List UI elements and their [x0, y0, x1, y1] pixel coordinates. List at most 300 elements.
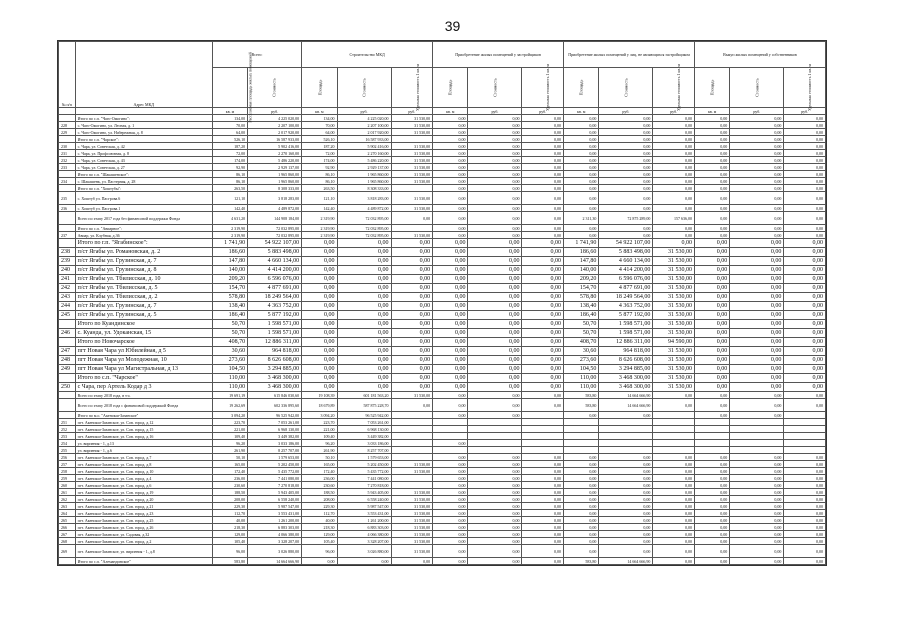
row-value: 7 053 261,00	[337, 419, 391, 426]
row-value: 0,00	[468, 275, 522, 284]
header-sub-area: Площадь	[564, 68, 599, 108]
row-value	[784, 447, 826, 454]
row-value: 18 249 564,00	[599, 293, 653, 302]
table-row	[59, 178, 826, 185]
row-value: 14 664 666,90	[599, 399, 653, 412]
row-value: 0,00	[599, 232, 653, 239]
row-value: 0,00	[784, 347, 826, 356]
row-value: 31 530,00	[391, 150, 433, 157]
row-value: 0,00	[730, 468, 784, 475]
row-value: 5 943 405,00	[248, 489, 302, 496]
row-value: 142,40	[212, 205, 247, 212]
row-number	[59, 212, 76, 225]
row-value: 0,00	[784, 248, 826, 257]
row-value: 4 225 020,00	[337, 115, 391, 122]
row-value: 0,00	[433, 150, 468, 157]
row-value: 72,00	[212, 150, 247, 157]
row-value: 0,00	[653, 122, 695, 129]
row-value: 186,40	[212, 311, 247, 320]
row-address: Итого по г.п. "Ягабинское":	[75, 239, 212, 248]
table-row	[59, 461, 826, 468]
row-value: 1 598 571,00	[599, 329, 653, 338]
row-number	[59, 392, 76, 399]
row-value: 50,70	[212, 329, 247, 338]
row-address: ул. вирпения - 1, д.13	[75, 440, 212, 447]
header-sub-cost: Стоимость	[468, 68, 522, 108]
row-value: 0,00	[468, 185, 522, 192]
row-value: 0,00	[599, 545, 653, 558]
row-value: 50,10	[212, 454, 247, 461]
row-value: 0,00	[468, 293, 522, 302]
row-value: 72 032 895,00	[248, 232, 302, 239]
row-value: 0,00	[522, 347, 564, 356]
row-value: 0,00	[564, 185, 599, 192]
row-value: 0,00	[468, 320, 522, 329]
row-value: 0,00	[653, 178, 695, 185]
row-value: 0,00	[653, 157, 695, 164]
row-value: 0,00	[337, 374, 391, 383]
row-value: 5 435 772,00	[337, 468, 391, 475]
row-value	[391, 440, 433, 447]
row-value: 31 530,00	[391, 178, 433, 185]
row-value: 1 965 860,00	[337, 171, 391, 178]
row-value: 0,00	[391, 320, 433, 329]
row-value: 0,00	[564, 129, 599, 136]
row-value	[599, 419, 653, 426]
row-value	[468, 433, 522, 440]
row-value: 0,00	[337, 275, 391, 284]
row-value: 0,00	[337, 383, 391, 392]
row-value: 154,70	[212, 284, 247, 293]
row-value: 0,00	[522, 531, 564, 538]
row-value: 0,00	[784, 284, 826, 293]
row-value: 165,00	[302, 461, 337, 468]
header-sub-unit-cost: Удельная стоимость 1 кв. м	[784, 68, 826, 108]
header-construction: Строительство МКД	[302, 42, 433, 68]
row-value: 0,00	[564, 171, 599, 178]
row-value: 3 449 382,00	[337, 433, 391, 440]
row-value: 0,00	[391, 284, 433, 293]
row-number: 243	[59, 293, 76, 302]
row-value: 0,00	[468, 205, 522, 212]
row-number	[59, 171, 76, 178]
row-value: 0,00	[433, 461, 468, 468]
row-value: 50,10	[302, 454, 337, 461]
row-value: 0,00	[784, 503, 826, 510]
row-value: 0,00	[433, 383, 468, 392]
row-address: п/ст Ягабы ул. Романовская, д. 2	[75, 248, 212, 257]
row-value: 31 530,00	[653, 302, 695, 311]
row-value: 31 530,00	[391, 489, 433, 496]
row-value: 0,00	[433, 510, 468, 517]
row-value: 0,00	[730, 275, 784, 284]
row-value: 0,00	[522, 374, 564, 383]
row-value: 236,00	[302, 475, 337, 482]
row-value: 0,00	[730, 266, 784, 275]
row-value: 218,30	[302, 524, 337, 531]
row-value: 0,00	[468, 150, 522, 157]
row-value: 0,00	[522, 157, 564, 164]
row-value: 0,00	[730, 489, 784, 496]
row-value: 0,00	[468, 338, 522, 347]
table-row	[59, 192, 826, 205]
row-value: 0,00	[391, 212, 433, 225]
row-value: 0,00	[522, 129, 564, 136]
row-value: 0,00	[564, 503, 599, 510]
row-value: 0,00	[730, 454, 784, 461]
row-value: 0,00	[522, 275, 564, 284]
row-address: пгт. Акенокш-Зазанское, ул. Сов. город, д.21	[75, 503, 212, 510]
row-value: 0,00	[433, 517, 468, 524]
row-address: с. Хоштуб ул. Пасгрова.1	[75, 205, 212, 212]
row-value: 3 818 283,00	[248, 192, 302, 205]
table-row	[59, 329, 826, 338]
row-value: 3 468 300,00	[248, 383, 302, 392]
row-value: 0,00	[468, 531, 522, 538]
row-value: 5 987 547,00	[248, 503, 302, 510]
row-value: 3 449 382,00	[248, 433, 302, 440]
row-number: 265	[59, 517, 76, 524]
row-value	[391, 419, 433, 426]
row-value: 0,00	[564, 531, 599, 538]
row-value: 0,00	[730, 239, 784, 248]
row-value: 0,00	[391, 257, 433, 266]
row-value: 0,00	[694, 545, 729, 558]
row-value: 140,00	[212, 266, 247, 275]
row-value: 0,00	[730, 356, 784, 365]
row-value: 4 363 752,00	[599, 302, 653, 311]
row-value: 0,00	[468, 538, 522, 545]
row-number: 248	[59, 356, 76, 365]
row-value: 0,00	[564, 122, 599, 129]
row-value: 0,00	[784, 383, 826, 392]
row-number: 237	[59, 232, 76, 239]
row-value: 0,00	[694, 503, 729, 510]
row-value: 0,00	[522, 115, 564, 122]
row-value: 0,00	[653, 192, 695, 205]
row-value: 134,00	[212, 115, 247, 122]
units-row	[59, 108, 826, 115]
row-value: 110,00	[564, 383, 599, 392]
row-value: 0,00	[468, 412, 522, 419]
table-row	[59, 136, 826, 143]
row-value: 31 530,00	[653, 374, 695, 383]
row-value: 0,00	[522, 510, 564, 517]
row-value: 0,00	[730, 248, 784, 257]
row-value: 105,40	[302, 538, 337, 545]
row-address: с. Чаго-Ожогино, ул. Лесная, д. 1	[75, 122, 212, 129]
row-value: 0,00	[653, 545, 695, 558]
unit-cell	[59, 108, 76, 115]
table-row	[59, 293, 826, 302]
row-value: 0,00	[468, 365, 522, 374]
row-value: 0,00	[784, 232, 826, 239]
row-value: 0,00	[468, 248, 522, 257]
row-value: 0,00	[391, 248, 433, 257]
row-value: 964 818,00	[248, 347, 302, 356]
row-value: 0,00	[784, 338, 826, 347]
row-value: 0,00	[784, 399, 826, 412]
row-number: 236	[59, 205, 76, 212]
row-value: 4 489 872,00	[337, 205, 391, 212]
row-value	[694, 433, 729, 440]
row-value: 6 558 240,00	[337, 496, 391, 503]
table-row	[59, 302, 826, 311]
row-value: 209,20	[212, 275, 247, 284]
row-value: 6 968 130,00	[337, 426, 391, 433]
row-number	[59, 338, 76, 347]
row-value: 31 530,00	[391, 545, 433, 558]
unit-cell: кв. м	[433, 108, 468, 115]
row-address: п/ст Ягабы ул. Тбилисская, д. 10	[75, 275, 212, 284]
row-number: 246	[59, 329, 76, 338]
row-value: 0,00	[653, 115, 695, 122]
row-value: 86,10	[302, 178, 337, 185]
row-value	[522, 419, 564, 426]
row-address: пгт. Акенокш-Зазанское, ул. Сов. город, д.23	[75, 510, 212, 517]
row-value: 0,00	[694, 266, 729, 275]
row-number: 266	[59, 524, 76, 531]
row-value: 0,00	[433, 157, 468, 164]
table-row	[59, 524, 826, 531]
row-value: 31 530,00	[653, 248, 695, 257]
row-value: 70,00	[302, 122, 337, 129]
row-value: 218,30	[212, 524, 247, 531]
row-value: 0,00	[433, 468, 468, 475]
row-number	[59, 320, 76, 329]
row-value: 209,20	[564, 275, 599, 284]
row-value: 0,00	[784, 225, 826, 232]
row-value	[468, 440, 522, 447]
row-value: 2 270 160,00	[337, 150, 391, 157]
row-value: 96 525 942,00	[248, 412, 302, 419]
row-value: 31 530,00	[391, 122, 433, 129]
row-address: п/ст Ягабы ул. Грузинская, д. 8	[75, 266, 212, 275]
row-value: 0,00	[653, 496, 695, 503]
table-row	[59, 347, 826, 356]
row-value: 0,00	[468, 482, 522, 489]
row-value: 0,00	[653, 538, 695, 545]
row-value: 0,00	[730, 178, 784, 185]
row-value: 0,00	[653, 392, 695, 399]
unit-cell: кв. м	[564, 108, 599, 115]
row-value: 0,00	[694, 284, 729, 293]
row-value: 0,00	[694, 475, 729, 482]
row-value: 31 530,00	[391, 143, 433, 150]
row-value: 0,00	[433, 284, 468, 293]
row-value: 0,00	[784, 475, 826, 482]
table-row	[59, 320, 826, 329]
row-value: 1 965 860,00	[248, 171, 302, 178]
row-value: 0,00	[694, 257, 729, 266]
row-value: 0,00	[391, 374, 433, 383]
row-value: 31 530,00	[391, 468, 433, 475]
row-value: 0,00	[522, 496, 564, 503]
row-value: 0,00	[694, 164, 729, 171]
row-value	[522, 426, 564, 433]
row-value: 0,00	[784, 538, 826, 545]
row-value: 31 530,00	[391, 232, 433, 239]
row-number: 245	[59, 311, 76, 320]
row-value: 0,00	[653, 468, 695, 475]
row-value: 0,00	[564, 510, 599, 517]
row-value	[433, 419, 468, 426]
row-value: 4 225 020,00	[248, 115, 302, 122]
row-value: 5 883 498,00	[248, 248, 302, 257]
row-value: 0,00	[468, 558, 522, 565]
row-value	[564, 447, 599, 454]
row-value: 0,00	[599, 468, 653, 475]
header-payment-owners: Выкуп жилых помещений у собственников	[694, 42, 825, 68]
unit-cell: руб.	[599, 108, 653, 115]
row-value: 18 249 564,00	[248, 293, 302, 302]
row-value: 4 877 691,00	[248, 284, 302, 293]
row-value: 30,60	[212, 347, 247, 356]
row-number: 231	[59, 150, 76, 157]
row-address: п/ст Ягабы ул. Грузинская, д. 5	[75, 311, 212, 320]
row-value	[564, 433, 599, 440]
row-value: 31 530,00	[391, 503, 433, 510]
row-value: 0,00	[522, 212, 564, 225]
row-value: 0,00	[694, 468, 729, 475]
table-row	[59, 399, 826, 412]
row-value: 12 886 311,00	[248, 338, 302, 347]
table-row	[59, 454, 826, 461]
row-value: 0,00	[694, 489, 729, 496]
row-value: 0,00	[433, 178, 468, 185]
row-value: 0,00	[730, 531, 784, 538]
row-value	[730, 440, 784, 447]
row-value: 0,00	[433, 239, 468, 248]
row-address: Всего по этапу 2017 года без финансовой поддержки Фонда	[75, 212, 212, 225]
row-value: 0,00	[337, 284, 391, 293]
row-address: п/ст Ягабы ул. Тбилисская, д. 5	[75, 284, 212, 293]
row-value: 0,00	[302, 365, 337, 374]
table-row	[59, 275, 826, 284]
row-value: 0,00	[337, 293, 391, 302]
row-value: 138,40	[564, 302, 599, 311]
row-value: 0,00	[653, 517, 695, 524]
header-sub-cost: Стоимость	[248, 68, 302, 108]
table-row	[59, 311, 826, 320]
row-value: 1 598 571,00	[599, 320, 653, 329]
row-value: 2 319,90	[302, 232, 337, 239]
row-address: Итого по с.п. "Авиарное":	[75, 225, 212, 232]
row-address: Итого по с.п. "Шакашенское":	[75, 171, 212, 178]
row-value: 112,70	[212, 510, 247, 517]
row-value: 0,00	[694, 150, 729, 157]
row-value: 223,70	[302, 419, 337, 426]
row-value: 0,00	[694, 136, 729, 143]
row-value: 0,00	[522, 248, 564, 257]
row-value: 31 530,00	[653, 266, 695, 275]
header-sub-cost: Стоимость	[599, 68, 653, 108]
row-value: 0,00	[694, 320, 729, 329]
row-value: 8 257 707,00	[248, 447, 302, 454]
row-value: 0,00	[784, 510, 826, 517]
row-value	[522, 433, 564, 440]
row-value: 0,00	[784, 392, 826, 399]
row-value: 0,00	[433, 531, 468, 538]
row-value: 0,00	[522, 239, 564, 248]
row-value: 0,00	[694, 454, 729, 461]
row-value: 0,00	[522, 311, 564, 320]
row-value: 3 094,20	[302, 412, 337, 419]
row-value: 3 553 431,00	[337, 510, 391, 517]
row-value: 0,00	[599, 225, 653, 232]
row-value: 0,00	[694, 192, 729, 205]
row-value: 0,00	[522, 503, 564, 510]
row-value: 0,00	[694, 558, 729, 565]
row-value: 0,00	[522, 225, 564, 232]
row-value: 0,00	[302, 266, 337, 275]
row-value: 0,00	[784, 143, 826, 150]
row-value: 0,00	[302, 257, 337, 266]
row-value: 0,00	[730, 311, 784, 320]
row-value	[653, 433, 695, 440]
row-value: 1 261 200,00	[248, 517, 302, 524]
row-value	[522, 447, 564, 454]
row-value: 0,00	[730, 545, 784, 558]
row-value	[730, 426, 784, 433]
table-row	[59, 482, 826, 489]
row-value: 3 468 300,00	[599, 383, 653, 392]
row-value: 129,00	[302, 531, 337, 538]
table-row	[59, 338, 826, 347]
row-value: 138,40	[212, 302, 247, 311]
row-address: пгт Новая Чара ул Юбилейная, д 5	[75, 347, 212, 356]
row-number: 244	[59, 302, 76, 311]
header-sub-unit-cost: Удельная стоимость 1 кв. м	[522, 68, 564, 108]
row-address: с Чара, пер Артель Кодар д 3	[75, 383, 212, 392]
row-value: 5 877 192,00	[248, 311, 302, 320]
unit-cell: руб.	[391, 108, 433, 115]
row-value: 0,00	[433, 192, 468, 205]
row-value: 0,00	[468, 524, 522, 531]
row-value: 96,00	[302, 545, 337, 558]
row-value: 0,00	[564, 538, 599, 545]
header-sub-cost: Стоимость	[730, 68, 784, 108]
row-value: 0,00	[468, 347, 522, 356]
row-value: 0,00	[784, 205, 826, 212]
row-value: 3 294 885,00	[599, 365, 653, 374]
row-value: 16 587 933,00	[248, 136, 302, 143]
table-row	[59, 447, 826, 454]
row-value: 0,00	[784, 356, 826, 365]
row-value: 1 598 571,00	[248, 329, 302, 338]
row-value: 19 691,19	[212, 392, 247, 399]
row-value: 30,60	[564, 347, 599, 356]
row-value: 0,00	[302, 248, 337, 257]
row-value: 0,00	[522, 185, 564, 192]
row-address: пгт. Акенокш-Зазанское, ул. Сов. город, д.25	[75, 517, 212, 524]
row-value: 0,00	[391, 338, 433, 347]
row-value	[468, 447, 522, 454]
row-value: 3 468 300,00	[248, 374, 302, 383]
row-address: Итого по с.п. "Чарское"	[75, 374, 212, 383]
row-value: 31 530,00	[391, 171, 433, 178]
row-value: 0,00	[522, 266, 564, 275]
row-value: 31 530,00	[653, 347, 695, 356]
row-value: 578,80	[564, 293, 599, 302]
row-value: 2 207 100,00	[248, 122, 302, 129]
row-value: 0,00	[302, 293, 337, 302]
row-value: 92,90	[212, 164, 247, 171]
row-value: 0,00	[599, 205, 653, 212]
row-value: 0,00	[433, 122, 468, 129]
row-value	[784, 412, 826, 419]
row-value: 0,00	[730, 136, 784, 143]
